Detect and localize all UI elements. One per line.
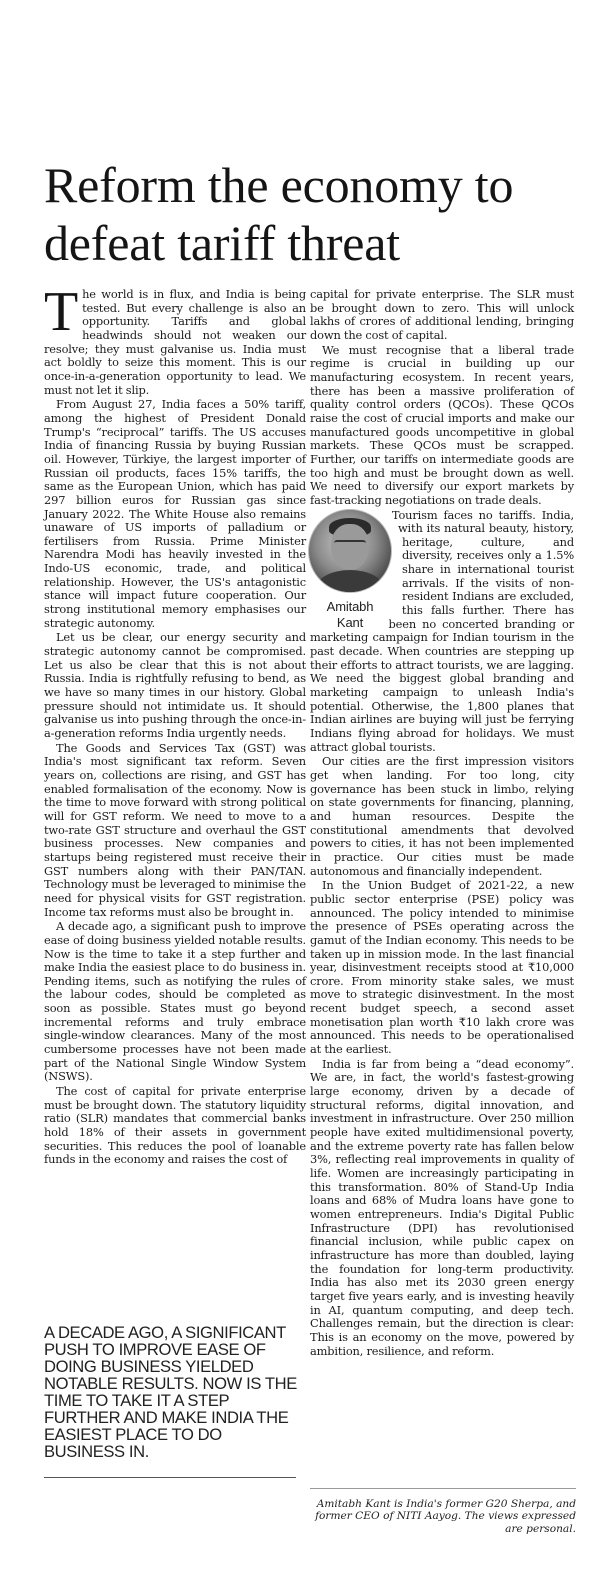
paragraph: capital for private enterprise. The SLR must be brought down to zero. This will unlock lakhs of crores of additional lending, bringing down the cost of capital. [310, 287, 574, 342]
paragraph: We must recognise that a liberal trade regime is crucial in building up our manufacturing ecosystem. In recent years, there has been a massive proliferation of quality control orders (QCOs). These QCOs raise the cost of crucial imports and make our manufactured goods uncompetitive in global markets. These QCOs must be scrapped. Further, our tariffs on intermediate goods are too high and must be brought down as well. We need to diversify our export markets by fast-tracking negotiations on trade deals. [310, 342, 574, 507]
pull-quote-rule [44, 1477, 296, 1478]
bio-rule [310, 1488, 576, 1489]
author-photo [308, 509, 392, 593]
dropcap: T [44, 281, 79, 343]
paragraph: The Goods and Services Tax (GST) was India's most significant tax reform. Seven years on, collections are rising, and GST has enabled formalisation of the economy. Now is the time to move forward with strong political will for GST reform. We need to move to a two-rate GST structure and overhaul the GST business processes. New companies and startups being registered must receive their GST numbers along with their PAN/TAN. Technology must be leveraged to minimise the need for physical visits for GST registration. Income tax reforms must also be brought in. [44, 740, 306, 919]
author-name: Amitabh Kant [326, 598, 374, 630]
author-bio: Amitabh Kant is India's former G20 Sherpa, and former CEO of NITI Aayog. The views expressed are personal. [315, 1498, 576, 1535]
paragraph: Let us be clear, our energy security and strategic autonomy cannot be compromised. Let us also be clear that this is not about Russia. India is rightfully refusing to bend, as we have so many times in our history. Global pressure should not intimidate us. It should galvanise us into pushing through the once-in-a-generation reforms India urgently needs. [44, 630, 306, 740]
paragraph: From August 27, India faces a 50% tariff, among the highest of President Donald Trump's “reciprocal” tariffs. The US accuses India of financing Russia by buying Russian oil. However, Türkiye, the largest importer of Russian oil products, faces 15% tariffs, the same as the European Union, which has paid 297 billion euros for Russian gas since January 2022. The White House also remains unaware of US imports of palladium or fertilisers from Russia. Prime Minister Narendra Modi has heavily invested in the Indo-US economic, trade, and political relationship. However, the US's antagonistic stance will impact future cooperation. Our strong institutional memory emphasises our strategic autonomy. [44, 397, 306, 630]
paragraph: The world is in flux, and India is being tested. But every challenge is also an opportunity. Tariffs and global headwinds should not weaken our resolve; they must galvanise us. India must act boldly to seize this moment. This is our once-in-a-generation opportunity to lead. We must not let it slip. [44, 281, 306, 397]
paragraph: Amitabh Kant Tourism faces no tariffs. India, with its natural beauty, history, heritage, culture, and diversity, receives only a 1.5% share in international tourist arrivals. If the visits of non-resident Indians are excluded, this falls further. There has been no concerted branding or marketing campaign for Indian tourism in the past decade. When countries are stepping up their efforts to attract tourists, we are lagging. We need the biggest global branding and marketing campaign to unleash India's potential. Otherwise, the 1,800 planes that Indian airlines are buying will just be ferrying Indians flying abroad for holidays. We must attract global tourists. [310, 509, 574, 755]
author-block [304, 509, 396, 635]
paragraph: India is far from being a “dead economy”. We are, in fact, the world's fastest-growing large economy, driven by a decade of structural reforms, digital innovation, and investment in infrastructure. Over 250 million people have exited multidimensional poverty, and the extreme poverty rate has fallen below 3%, reflecting real improvements in quality of life. Women are increasingly participating in this transformation. 80% of Stand-Up India loans and 68% of Mudra loans have gone to women entrepreneurs. India's Digital Public Infrastructure (DPI) has revolutionised financial inclusion, while public capex on infrastructure has more than doubled, laying the foundation for long-term productivity. India has also met its 2030 green energy target five years early, and is investing heavily in AI, quantum computing, and deep tech. Challenges remain, but the direction is clear: This is an economy on the move, powered by ambition, resilience, and reform. [310, 1056, 574, 1358]
paragraph: A decade ago, a significant push to improve ease of doing business yielded notable results. Now is the time to take it a step further and make India the easiest place to do business in. Pending items, such as notifying the rules of the labour codes, should be completed as soon as possible. States must go beyond incremental reforms and truly embrace single-window clearances. Many of the most cumbersome processes have not been made part of the National Single Window System (NSWS). [44, 919, 306, 1084]
headline: Reform the economy to defeat tariff threat [44, 157, 514, 271]
article-column-left [44, 281, 306, 1168]
pull-quote: A DECADE AGO, A SIGNIFICANT PUSH TO IMPROVE EASE OF DOING BUSINESS YIELDED NOTABLE RESULTS. NOW IS THE TIME TO TAKE IT A STEP FURTHER AND MAKE INDIA THE EASIEST PLACE TO DO BUSINESS IN. [44, 1323, 297, 1461]
paragraph: In the Union Budget of 2021-22, a new public sector enterprise (PSE) policy was announced. The policy intended to minimise the presence of PSEs operating across the gamut of the Indian economy. This needs to be taken up in mission mode. In the last financial year, disinvestment receipts stood at ₹10,000 crore. From minority stake sales, we must move to strategic disinvestment. In the most recent budget speech, a second asset monetisation plan worth ₹10 lakh crore was announced. This needs to be operationalised at the earliest. [310, 878, 574, 1057]
paragraph: Our cities are the first impression visitors get when landing. For too long, city governance has been stuck in limbo, relying on state governments for financing, planning, and human resources. Despite the constitutional amendments that devolved powers to cities, it has not been implemented in practice. Our cities must be made autonomous and financially independent. [310, 754, 574, 878]
paragraph: The cost of capital for private enterprise must be brought down. The statutory liquidity ratio (SLR) mandates that commercial banks hold 18% of their assets in government securities. This reduces the pool of loanable funds in the economy and raises the cost of [44, 1084, 306, 1167]
article-column-right [310, 288, 574, 1359]
